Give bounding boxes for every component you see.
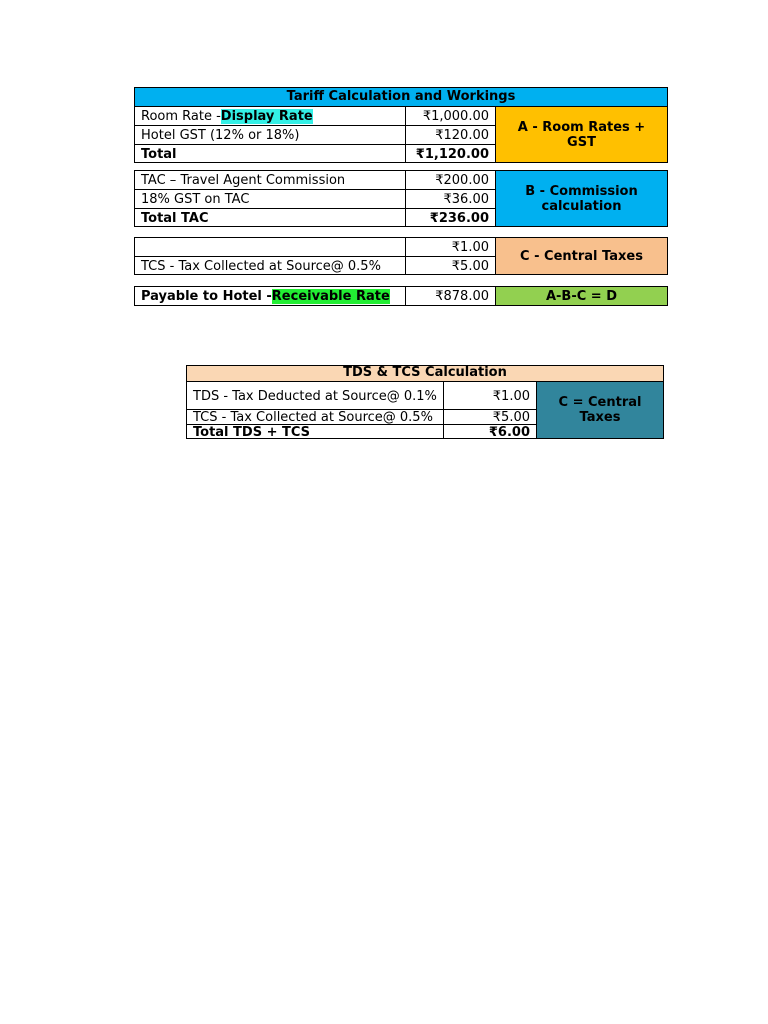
tds-tcs-table: [186, 381, 537, 439]
commission-table: [134, 170, 496, 227]
tds-tcs-title: [186, 365, 664, 382]
display-rate-highlight: Display Rate: [220, 109, 313, 124]
tcs-value: ₹5.00: [451, 258, 489, 274]
total-tac-label: Total TAC: [141, 210, 209, 226]
tcs-row: [135, 257, 495, 275]
total-tds-tcs-label: Total TDS + TCS: [193, 424, 311, 440]
commission-calculation-label: B - Commission calculation: [495, 170, 668, 227]
room-rate-label: Room Rate -: [141, 109, 221, 124]
receivable-rate-highlight: Receivable Rate: [271, 288, 390, 304]
tds-blank-label: [135, 238, 141, 257]
tcs-label: TCS - Tax Collected at Source@ 0.5%: [141, 258, 381, 274]
tcs-calc-row: [187, 410, 536, 425]
central-taxes-equals-label: C = Central Taxes: [536, 381, 664, 439]
total-tds-tcs-row: [187, 425, 536, 439]
room-rate-value: ₹1,000.00: [422, 109, 489, 124]
payable-table: [134, 286, 496, 306]
total-tac-row: [135, 209, 495, 227]
room-total-value: ₹1,120.00: [415, 146, 489, 162]
room-rates-table: [134, 106, 496, 163]
tds-row: [187, 382, 536, 410]
hotel-gst-label: Hotel GST (12% or 18%): [141, 128, 300, 143]
tcs-calc-value: ₹5.00: [492, 410, 530, 425]
room-total-label: Total: [141, 146, 177, 162]
tds-tcs-title-text: TDS & TCS Calculation: [343, 365, 507, 380]
payable-formula-label: A-B-C = D: [495, 286, 668, 306]
room-total-row: [135, 145, 495, 163]
tds-row-value: ₹1.00: [492, 388, 530, 404]
room-rates-gst-label: A - Room Rates + GST: [495, 106, 668, 163]
tac-label: TAC – Travel Agent Commission: [141, 173, 346, 188]
tac-row: [135, 171, 495, 190]
tds-value: ₹1.00: [451, 240, 489, 255]
tcs-calc-label: TCS - Tax Collected at Source@ 0.5%: [193, 410, 433, 425]
tariff-title: [134, 87, 668, 107]
central-taxes-table: [134, 237, 496, 275]
hotel-gst-row: [135, 126, 495, 145]
gst-on-tac-row: [135, 190, 495, 209]
tariff-title-text: Tariff Calculation and Workings: [286, 89, 516, 104]
tds-label: TDS - Tax Deducted at Source@ 0.1%: [193, 388, 437, 404]
gst-on-tac-value: ₹36.00: [443, 192, 489, 207]
room-rate-row: [135, 107, 495, 126]
tac-value: ₹200.00: [435, 173, 489, 188]
hotel-gst-value: ₹120.00: [435, 128, 489, 143]
central-taxes-label: C - Central Taxes: [495, 237, 668, 275]
tds-blank-row: [135, 238, 495, 257]
payable-label: Payable to Hotel -: [141, 288, 272, 304]
gst-on-tac-label: 18% GST on TAC: [141, 192, 250, 207]
total-tds-tcs-value: ₹6.00: [488, 424, 530, 440]
payable-row: [135, 287, 495, 305]
total-tac-value: ₹236.00: [429, 210, 489, 226]
payable-value: ₹878.00: [435, 288, 489, 304]
